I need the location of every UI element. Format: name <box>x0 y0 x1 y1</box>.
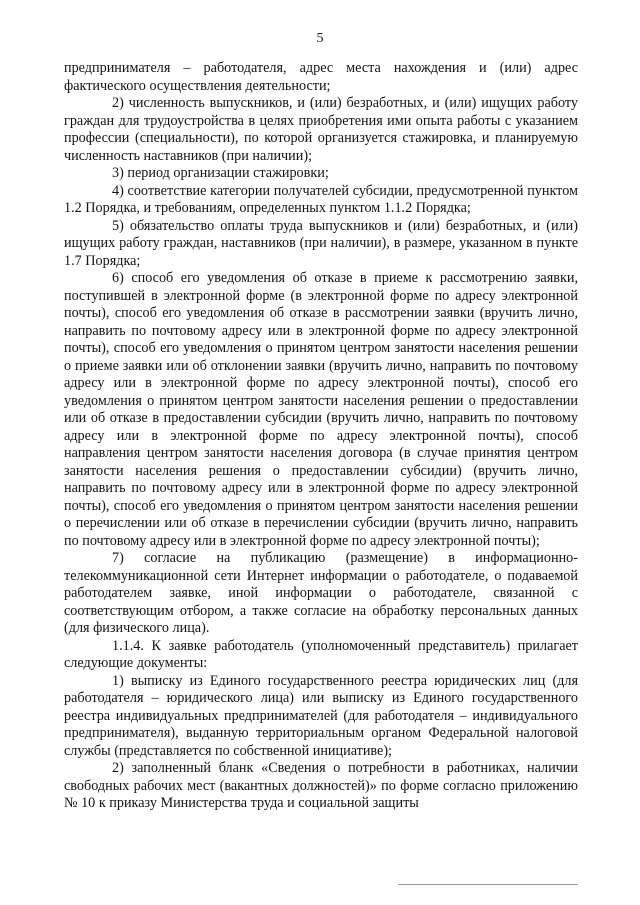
paragraph-item-2: 2) численность выпускников, и (или) безработных, и (или) ищущих работу граждан для трудоустройства в целях приобретения ими опыта работы с указанием профессии (специальности), по которой организуется стажировка, и планируемую численность наставников (при наличии); <box>64 95 578 164</box>
page-number: 5 <box>316 31 324 46</box>
paragraph-document-1: 1) выписку из Единого государственного реестра юридических лиц (для работодателя – юридического лица) или выписку из Единого государственного реестра индивидуальных предпринимателей (для работодателя – индивидуального предпринимателя), выданную территориальным органом Федеральной налоговой службы (представляется по собственной инициативе); <box>64 672 578 759</box>
paragraph-item-7: 7) согласие на публикацию (размещение) в информационно-телекоммуникационной сети Интернет информации о работодателе, о подаваемой работодателем заявке, иной информации о работодателе, связанной с соответствующим отбором, а также согласие на обработку персональных данных (для физического лица). <box>64 550 578 636</box>
paragraph-item-6: 6) способ его уведомления об отказе в приеме к рассмотрению заявки, поступившей в электронной форме (в электронной форме по адресу электронной почты), способ его уведомления об отказе в рассмотрении заявки (вручить лично, направить по почтовому адресу или в электронной форме по адресу электронной почты), способ его уведомления о принятом центром занятости населения решении о приеме заявки или об отклонении заявки (вручить лично, направить по почтовому адресу или в электронной форме по адресу электронной почты), способ его уведомления о принятом центром занятости населения решении о предоставлении или об отказе в предоставлении субсидии (вручить лично, направить по почтовому адресу или в электронной форме по адресу электронной почты), способ направления центром занятости населения договора (в случае принятия центром занятости населения решения о предоставлении субсидии) (вручить лично, направить по почтовому адресу или в электронной форме по адресу электронной почты), способ его уведомления о принятом центром занятости населения решении о перечислении или об отказе в перечислении субсидии (вручить лично, направить по почтовому адресу или в электронной форме по адресу электронной почты); <box>64 270 578 549</box>
paragraph-item-5: 5) обязательство оплаты труда выпускников и (или) безработных, и (или) ищущих работу граждан, наставников (при наличии), в размере, указанном в пункте 1.7 Порядка; <box>64 217 578 269</box>
paragraph-item-3: 3) период организации стажировки; <box>112 165 329 181</box>
footer-divider <box>398 884 578 885</box>
paragraph-document-2: 2) заполненный бланк «Сведения о потребности в работниках, наличии свободных рабочих мест (вакантных должностей)» по форме согласно приложению № 10 к приказу Министерства труда и социальной защиты <box>64 760 578 811</box>
paragraph-continuation: предпринимателя – работодателя, адрес места нахождения и (или) адрес фактического осуществления деятельности; <box>64 60 578 94</box>
document-body <box>64 60 578 813</box>
paragraph-item-4: 4) соответствие категории получателей субсидии, предусмотренной пунктом 1.2 Порядка, и требованиям, определенных пунктом 1.1.2 Порядка; <box>64 182 578 216</box>
paragraph-section-1-1-4: 1.1.4. К заявке работодатель (уполномоченный представитель) прилагает следующие документы: <box>64 637 578 671</box>
